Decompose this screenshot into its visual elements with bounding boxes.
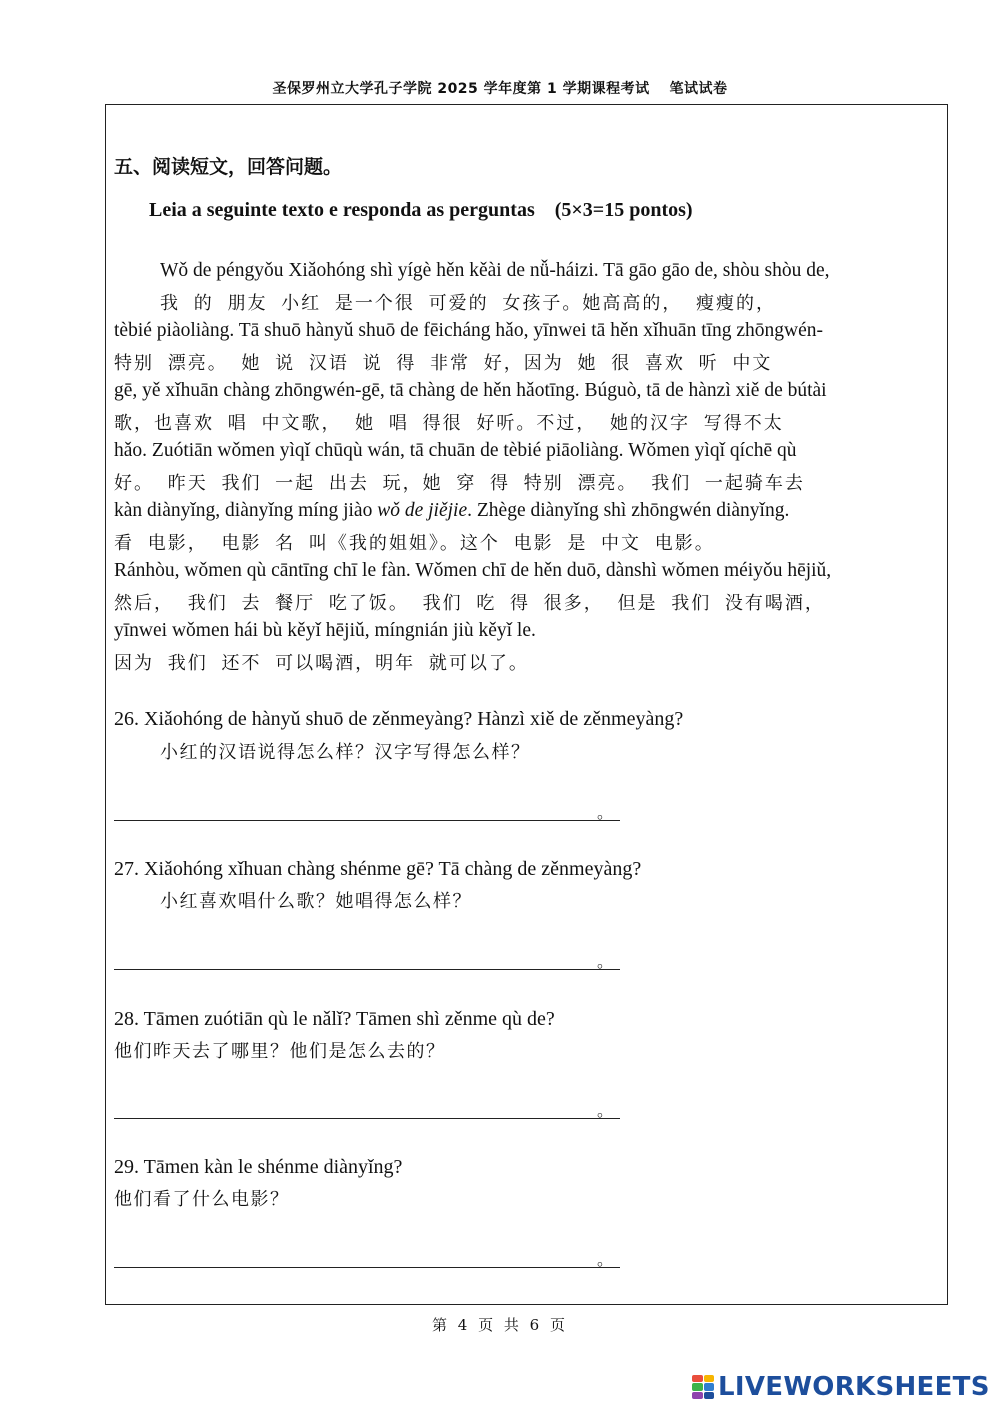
exam-header: 圣保罗州立大学孔子学院 2025 学年度第 1 学期课程考试 笔试试卷 xyxy=(272,81,728,97)
passage-hanzi-line-4: 好。 昨天 我们 一起 出去 玩，她 穿 得 特别 漂亮。 我们 一起骑车去 xyxy=(114,473,805,494)
answer-line-27[interactable] xyxy=(114,969,620,970)
answer-line-26[interactable] xyxy=(114,820,620,821)
passage-pinyin-line-7: yīnwei wǒmen hái bù kěyǐ hējiǔ, míngnián jiù kěyǐ le. xyxy=(114,620,536,641)
answer-26-period: 。 xyxy=(597,803,614,822)
answer-28-period: 。 xyxy=(597,1101,614,1120)
question-26-hanzi: 小红的汉语说得怎么样？汉字写得怎么样？ xyxy=(160,742,531,763)
passage-hanzi-line-1: 我 的 朋友 小红 是一个很 可爱的 女孩子。她高高的， 瘦瘦的， xyxy=(160,293,777,314)
passage-pinyin-line-5-head: kàn diànyǐng, diànyǐng míng jiào xyxy=(114,500,378,521)
passage-pinyin-line-6: Ránhòu, wǒmen qù cāntīng chī le fàn. Wǒmen chī de hěn duō, dànshì wǒmen méiyǒu hējiǔ, xyxy=(114,560,832,581)
passage-pinyin-line-5-tail: . Zhège diànyǐng shì zhōngwén diànyǐng. xyxy=(467,500,790,521)
passage-pinyin-line-3: gē, yě xǐhuān chàng zhōngwén-gē, tā chàng de hěn hǎotīng. Búguò, tā de hànzì xiě de bútài xyxy=(114,380,827,401)
exam-frame xyxy=(105,104,948,1305)
question-29-hanzi: 他们看了什么电影？ xyxy=(114,1189,290,1210)
passage-pinyin-line-1: Wǒ de péngyǒu Xiǎohóng shì yígè hěn kěài de nǚ-háizi. Tā gāo gāo de, shòu shòu de, xyxy=(160,260,830,281)
movie-title-pinyin: wǒ de jiějie xyxy=(377,500,468,521)
passage-hanzi-line-3: 歌，也喜欢 唱 中文歌， 她 唱 得很 好听。不过， 她的汉字 写得不太 xyxy=(114,413,784,434)
passage-hanzi-line-5: 看 电影， 电影 名 叫《我的姐姐》。这个 电影 是 中文 电影。 xyxy=(114,533,715,554)
answer-27-period: 。 xyxy=(597,952,614,971)
question-26-pinyin: 26. Xiǎohóng de hànyǔ shuō de zěnmeyàng? Hànzì xiě de zěnmeyàng? xyxy=(114,708,684,730)
section-subtitle: Leia a seguinte texto e responda as perguntas (5×3=15 pontos) xyxy=(149,199,693,221)
question-28-hanzi: 他们昨天去了哪里？他们是怎么去的？ xyxy=(114,1041,446,1062)
answer-line-29[interactable] xyxy=(114,1267,620,1268)
answer-29-period: 。 xyxy=(597,1250,614,1269)
passage-pinyin-line-2: tèbié piàoliàng. Tā shuō hànyǔ shuō de fēicháng hǎo, yīnwei tā hěn xǐhuān tīng zhōngwén- xyxy=(114,320,824,341)
question-28-pinyin: 28. Tāmen zuótiān qù le nǎlǐ? Tāmen shì zěnme qù de? xyxy=(114,1008,555,1030)
passage-pinyin-line-4: hǎo. Zuótiān wǒmen yìqǐ chūqù wán, tā chuān de tèbié piāoliàng. Wǒmen yìqǐ qíchē qù xyxy=(114,440,797,461)
question-29-pinyin: 29. Tāmen kàn le shénme diànyǐng? xyxy=(114,1156,403,1178)
section-title: 五、阅读短文，回答问题。 xyxy=(114,156,343,178)
page-number: 第 4 页 共 6 页 xyxy=(432,1316,568,1334)
passage-hanzi-line-7: 因为 我们 还不 可以喝酒，明年 就可以了。 xyxy=(114,653,529,674)
question-27-pinyin: 27. Xiǎohóng xǐhuan chàng shénme gē? Tā chàng de zěnmeyàng? xyxy=(114,858,642,880)
answer-line-28[interactable] xyxy=(114,1118,620,1119)
passage-hanzi-line-6: 然后， 我们 去 餐厅 吃了饭。 我们 吃 得 很多， 但是 我们 没有喝酒， xyxy=(114,593,825,614)
question-27-hanzi: 小红喜欢唱什么歌？她唱得怎么样？ xyxy=(160,891,472,912)
passage-hanzi-line-2: 特别 漂亮。 她 说 汉语 说 得 非常 好，因为 她 很 喜欢 听 中文 xyxy=(114,353,773,374)
liveworksheets-logo xyxy=(692,1372,990,1402)
passage-pinyin-line-5 xyxy=(114,500,789,522)
liveworksheets-wordmark: LIVEWORKSHEETS xyxy=(718,1372,990,1402)
liveworksheets-logo-icon xyxy=(692,1375,714,1399)
